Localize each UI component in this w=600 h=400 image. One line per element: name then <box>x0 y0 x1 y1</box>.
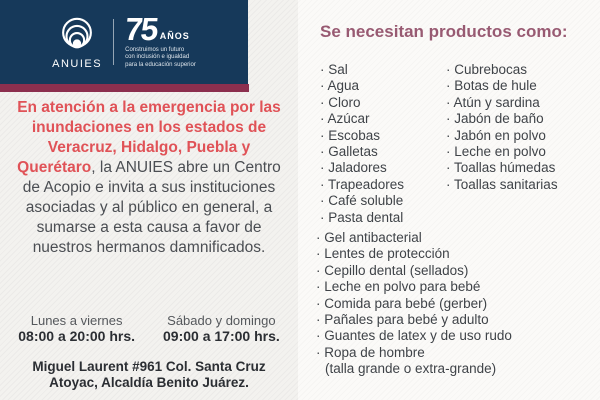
product-item: · Toallas húmedas <box>446 160 600 176</box>
anniversary-label: AÑOS <box>159 30 190 41</box>
schedule <box>0 313 298 345</box>
product-item: · Azúcar <box>320 111 446 127</box>
header-divider <box>113 19 114 65</box>
product-item: · Escobas <box>320 128 446 144</box>
right-panel <box>300 0 600 400</box>
anuies-logo <box>52 15 102 70</box>
announcement-highlight: En atención a la emergencia por las inundaciones en los estados de Veracruz, Hidalgo, Puebla y Querétaro <box>17 99 281 176</box>
product-item: · Leche en polvo para bebé <box>316 279 512 295</box>
schedule-days: Lunes a viernes <box>30 313 123 328</box>
maroon-accent-strip <box>0 84 249 92</box>
schedule-hours: 08:00 a 20:00 hrs. <box>18 328 135 344</box>
product-item: · Guantes de latex y de uso rudo <box>316 328 512 344</box>
product-item: · Sal <box>320 62 446 78</box>
product-item: · Toallas sanitarias <box>446 177 600 193</box>
tagline-line: con inclusión e igualdad <box>125 54 190 61</box>
products-column-1 <box>320 62 446 226</box>
schedule-days: Sábado y domingo <box>167 313 276 328</box>
products-additional-list <box>316 230 512 361</box>
address-line: Miguel Laurent #961 Col. Santa Cruz <box>32 359 266 374</box>
schedule-column <box>163 313 280 345</box>
products-additional-note: (talla grande o extra-grande) <box>325 361 497 376</box>
address-line: Atoyac, Alcaldía Benito Juárez. <box>49 375 249 390</box>
announcement-paragraph <box>17 98 281 258</box>
anniversary-tagline <box>125 47 196 70</box>
announcement-body: , la ANUIES abre un Centro de Acopio e invita a sus instituciones asociadas y al público en general, a sumarse a esta causa a favor de nuestros hermanos damnificados. <box>22 159 281 256</box>
product-item: · Jabón de baño <box>446 111 600 127</box>
tagline-line: Construimos un futuro <box>125 46 185 53</box>
schedule-column <box>18 313 135 345</box>
address <box>0 359 298 391</box>
product-item: · Pañales para bebé y adulto <box>316 312 512 328</box>
product-item: · Botas de hule <box>446 78 600 94</box>
schedule-hours: 09:00 a 17:00 hrs. <box>163 328 280 344</box>
products-title: Se necesitan productos como: <box>320 22 568 41</box>
product-item: · Ropa de hombre <box>316 345 512 361</box>
product-item: · Gel antibacterial <box>316 230 512 246</box>
product-item: · Cepillo dental (sellados) <box>316 263 512 279</box>
product-item: · Trapeadores <box>320 177 446 193</box>
product-item: · Cubrebocas <box>446 62 600 78</box>
product-item: · Atún y sardina <box>446 95 600 111</box>
header-banner <box>0 0 248 84</box>
products-column-2 <box>446 62 600 226</box>
product-item: · Cloro <box>320 95 446 111</box>
anuies-circles-icon <box>56 15 98 57</box>
product-item: · Leche en polvo <box>446 144 600 160</box>
product-columns <box>320 62 600 226</box>
org-name: ANUIES <box>52 57 103 70</box>
left-panel <box>0 0 298 400</box>
product-item: · Café soluble <box>320 193 446 209</box>
product-item: · Comida para bebé (gerber) <box>316 296 512 312</box>
product-item: · Agua <box>320 78 446 94</box>
product-item: · Galletas <box>320 144 446 160</box>
product-item: · Lentes de protección <box>316 246 512 262</box>
tagline-line: para la educación superior <box>125 61 196 68</box>
product-item: · Pasta dental <box>320 210 446 226</box>
anniversary-logo <box>123 10 196 70</box>
anniversary-number: 75 <box>123 10 159 47</box>
product-item: · Jabón en polvo <box>446 128 600 144</box>
product-item: · Jaladores <box>320 160 446 176</box>
